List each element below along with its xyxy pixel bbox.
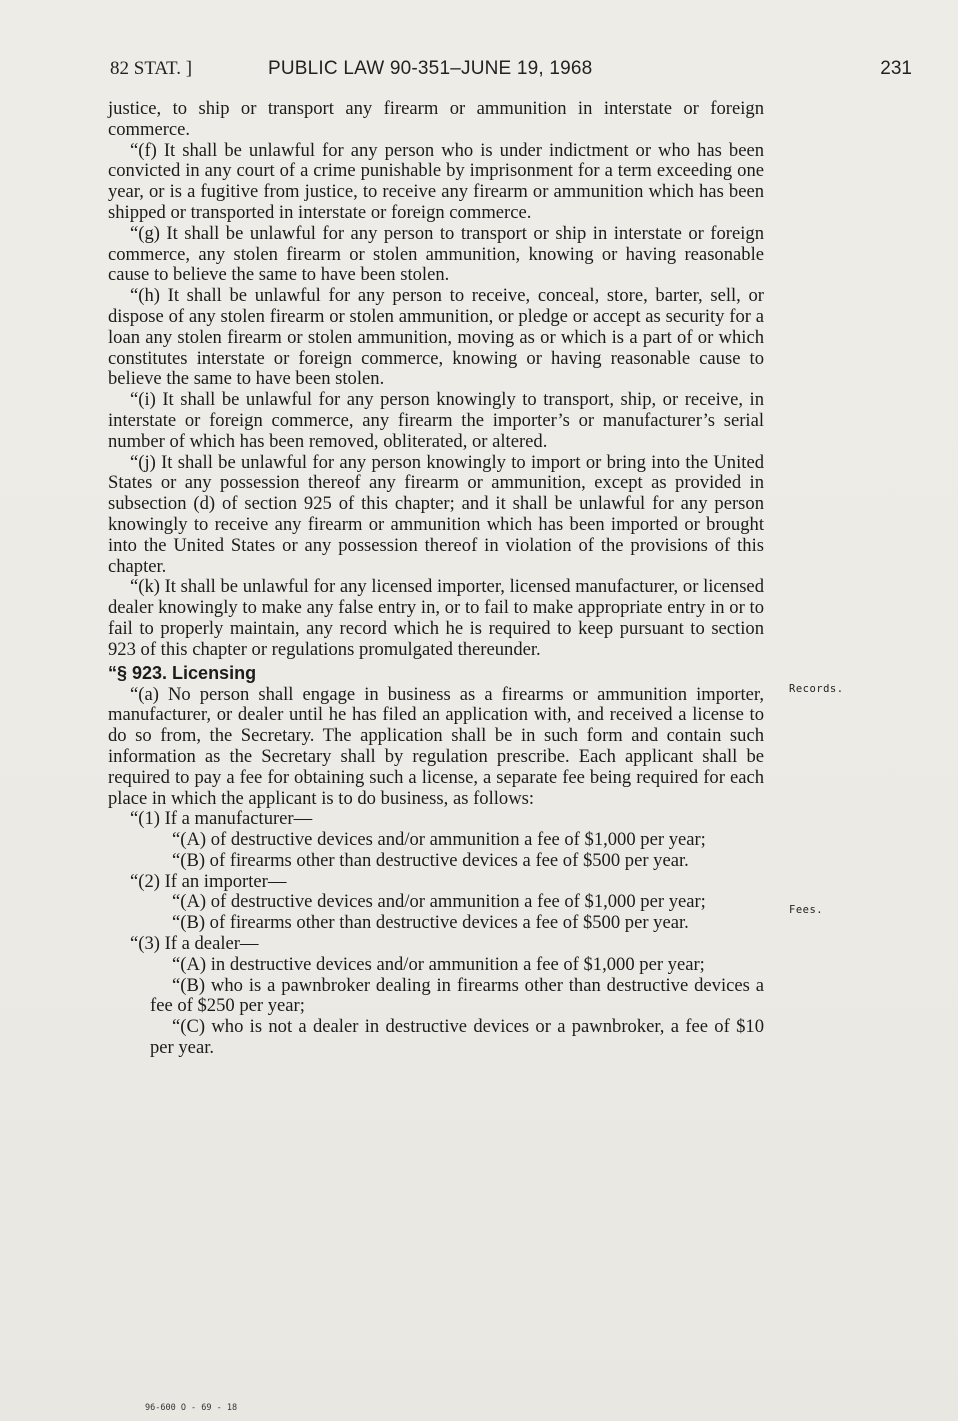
page-header (110, 58, 912, 84)
paragraph-i: “(i) It shall be unlawful for any person knowingly to transport, ship, or receive, in interstate or foreign commerce, any firearm the importer’s or manufacturer’s serial number of which has been removed, obliterated, or altered. (108, 389, 764, 452)
fee-importer-b: “(B) of firearms other than destructive devices a fee of $500 per year. (172, 912, 689, 934)
fee-manufacturer-b: “(B) of firearms other than destructive devices a fee of $500 per year. (172, 849, 689, 871)
paragraph-continuation: justice, to ship or transport any firearm or ammunition in interstate or foreign commerce. (108, 98, 764, 140)
statute-reference: 82 STAT. ] (110, 58, 193, 79)
paragraph-k: “(k) It shall be unlawful for any licensed importer, licensed manufacturer, or licensed dealer knowingly to make any false entry in, or to fail to make appropriate entry in or to fail to properly maintain, any record which he is required to keep pursuant to section 923 of this chapter or regulations promulgated thereunder. (108, 576, 764, 660)
fee-manufacturer-a: “(A) of destructive devices and/or ammunition a fee of $1,000 per year; (172, 829, 706, 851)
page-number: 231 (880, 58, 912, 79)
page-title: PUBLIC LAW 90-351–JUNE 19, 1968 (268, 58, 593, 79)
paragraph-f: “(f) It shall be unlawful for any person who is under indictment or who has been convicted in any court of a crime punishable by imprisonment for a term exceeding one year, or is a fugitive from justice, to receive any firearm or ammunition which has been shipped or transported in interstate or foreign commerce. (108, 139, 764, 223)
margin-note-records: Records. (789, 683, 844, 695)
body-text (108, 99, 764, 1059)
fee-importer-label: “(2) If an importer— (130, 870, 287, 892)
fee-importer-a: “(A) of destructive devices and/or ammunition a fee of $1,000 per year; (172, 891, 706, 913)
fee-dealer-label: “(3) If a dealer— (130, 933, 259, 955)
fee-dealer-c: “(C) who is not a dealer in destructive devices or a pawnbroker, a fee of $10 per year. (150, 1016, 764, 1059)
fee-manufacturer-label: “(1) If a manufacturer— (130, 808, 313, 830)
paragraph-h: “(h) It shall be unlawful for any person to receive, conceal, store, barter, sell, or dispose of any stolen firearm or stolen ammunition, or pledge or accept as security for a loan any stolen firearm or stolen ammunition, moving as or which is a part of or which constitutes interstate or foreign commerce, knowing or having reasonable cause to believe the same to have been stolen. (108, 285, 764, 390)
fee-dealer-a: “(A) in destructive devices and/or ammunition a fee of $1,000 per year; (172, 953, 705, 975)
margin-note-fees: Fees. (789, 904, 824, 916)
paragraph-j: “(j) It shall be unlawful for any person knowingly to import or bring into the United States or any possession thereof any firearm or ammunition, except as provided in subsection (d) of section 925 of this chapter; and it shall be unlawful for any person knowingly to receive any firearm or ammunition which has been imported or brought into the United States or any possession thereof in violation of the provisions of this chapter. (108, 451, 764, 577)
section-heading: “§ 923. Licensing (108, 662, 257, 683)
licensing-paragraph-a: “(a) No person shall engage in business as a firearms or ammunition importer, manufacturer, or dealer until he has filed an application with, and received a license to do so from, the Secretary. The application shall be in such form and contain such information as the Secretary shall by regulation prescribe. Each applicant shall be required to pay a fee for obtaining such a license, a separate fee being required for each place in which the applicant is to do business, as follows: (108, 683, 764, 809)
print-code-footer: 96-600 O - 69 - 18 (145, 1403, 238, 1413)
fee-dealer-b: “(B) who is a pawnbroker dealing in firearms other than destructive devices a fee of $250 per year; (150, 974, 764, 1017)
paragraph-g: “(g) It shall be unlawful for any person to transport or ship in interstate or foreign commerce, any stolen firearm or stolen ammunition, knowing or having reasonable cause to believe the same to have been stolen. (108, 222, 764, 286)
